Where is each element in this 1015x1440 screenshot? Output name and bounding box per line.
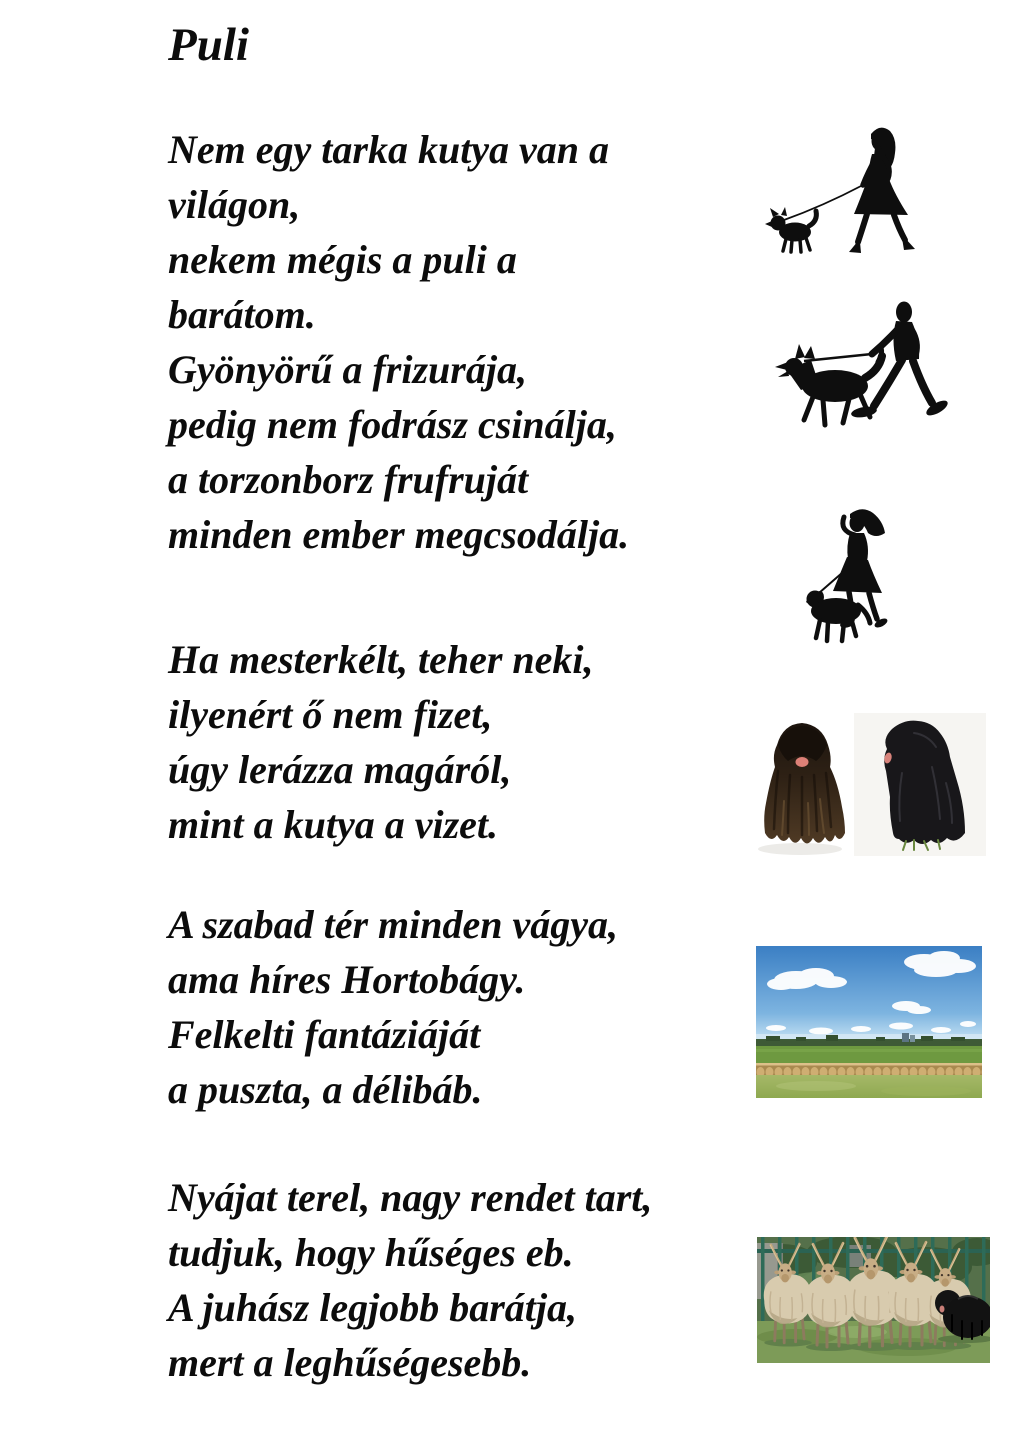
poem-line: Nem egy tarka kutya van a [168,127,610,172]
poem-line: mint a kutya a vizet. [168,802,498,847]
poem-line: A juhász legjobb barátja, [168,1285,577,1330]
poem-line: világon, [168,182,301,227]
poem-line: nekem mégis a puli a [168,237,517,282]
poem-line: minden ember megcsodálja. [168,512,630,557]
poem-line: a puszta, a délibáb. [168,1067,483,1112]
poem-stanza-2 [168,632,594,852]
woman-walking-dog-silhouette [806,508,914,650]
poem-line: Felkelti fantáziáját [168,1012,481,1057]
racka-sheep-and-puli-photo [757,1237,990,1363]
woman-walking-small-dog-silhouette [765,126,930,266]
poem-stanza-3 [168,897,618,1117]
poem-line: Gyönyörű a frizurája, [168,347,527,392]
poem-line: ama híres Hortobágy. [168,957,526,1002]
poem-stanza-4 [168,1170,652,1390]
poem-line: Ha mesterkélt, teher neki, [168,637,594,682]
hortobagy-landscape-photo [756,946,982,1098]
poem-line: úgy lerázza magáról, [168,747,512,792]
poem-line: tudjuk, hogy hűséges eb. [168,1230,574,1275]
man-walking-dog-silhouette [775,298,950,443]
poem-line: Nyájat terel, nagy rendet tart, [168,1175,653,1220]
puli-photo-black [854,713,986,856]
poem-line: ilyenért ő nem fizet, [168,692,493,737]
poem-stanza-1 [168,122,629,562]
poem-title: Puli [168,19,249,71]
poem-line: barátom. [168,292,316,337]
puli-photo-brown [748,710,856,860]
poem-line: pedig nem fodrász csinálja, [168,402,617,447]
poem-line: a torzonborz frufruját [168,457,529,502]
poem-line: mert a leghűségesebb. [168,1340,532,1385]
poem-line: A szabad tér minden vágya, [168,902,619,947]
